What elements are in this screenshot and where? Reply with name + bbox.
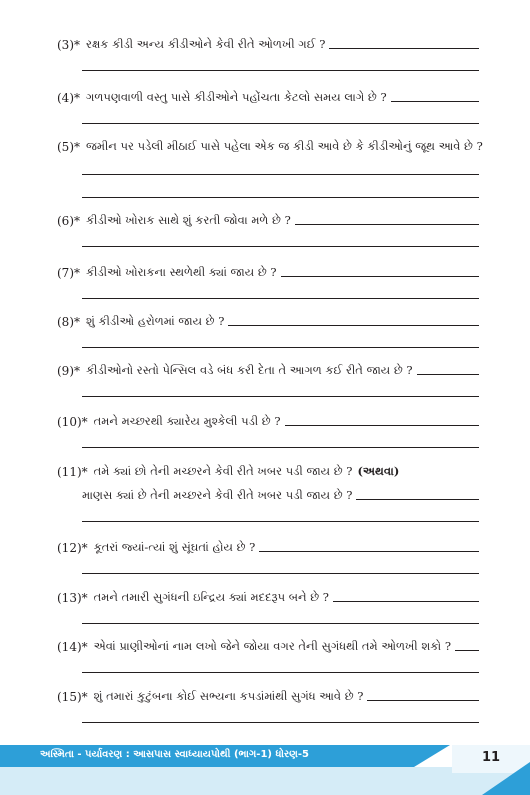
- question-number: (5)*: [57, 140, 80, 154]
- question-number: (6)*: [57, 214, 80, 228]
- question-number: (12)*: [57, 541, 88, 555]
- answer-line[interactable]: [82, 396, 479, 397]
- question-15: [57, 688, 479, 723]
- question-number: (13)*: [57, 591, 88, 605]
- question-text: રક્ષક કીડી અન્ય કીડીઓને કેવી રીતે ઓળખી ગઈ ?: [86, 37, 326, 51]
- answer-line[interactable]: [295, 224, 479, 225]
- question-11: [57, 463, 479, 522]
- question-number: (4)*: [57, 91, 80, 105]
- question-10: [57, 413, 479, 448]
- question-number: (11)*: [57, 465, 88, 479]
- question-number: (3)*: [57, 38, 80, 52]
- answer-line[interactable]: [82, 70, 479, 71]
- answer-line[interactable]: [285, 425, 479, 426]
- question-text: કૂતરાં જ્યાં-ત્યાં શું સૂંઘતાં હોય છે ?: [93, 540, 256, 554]
- answer-line[interactable]: [333, 601, 479, 602]
- answer-line[interactable]: [82, 672, 479, 673]
- question-number: (7)*: [57, 266, 80, 280]
- footer-background: [0, 767, 530, 795]
- answer-line[interactable]: [82, 573, 479, 574]
- question-text: કીડીઓ ખોરાકના સ્થળેથી ક્યાં જાય છે ?: [86, 265, 277, 279]
- answer-line[interactable]: [356, 499, 479, 500]
- page-number: 11: [452, 745, 530, 773]
- question-text: એવાં પ્રાણીઓનાં નામ લખો જેને જોયા વગર તેની સુગંધથી તમે ઓળખી શકો ?: [93, 639, 452, 653]
- answer-line[interactable]: [281, 276, 479, 277]
- answer-line[interactable]: [82, 447, 479, 448]
- answer-line[interactable]: [82, 123, 479, 124]
- question-number: (10)*: [57, 415, 88, 429]
- question-text: તમને તમારી સુગંધની ઇન્દ્રિય ક્યાં મદદરૂપ બને છે ?: [93, 590, 329, 604]
- answer-line[interactable]: [82, 174, 479, 175]
- answer-line[interactable]: [391, 101, 479, 102]
- answer-line[interactable]: [455, 650, 479, 651]
- question-text: તમે ક્યાં છો તેની મચ્છરને કેવી રીતે ખબર પડી જાય છે ?: [93, 464, 353, 478]
- answer-line[interactable]: [82, 246, 479, 247]
- question-7: [57, 264, 479, 299]
- answer-line[interactable]: [82, 347, 479, 348]
- or-label: (અથવા): [357, 464, 400, 478]
- question-13: [57, 589, 479, 624]
- question-number: (14)*: [57, 640, 88, 654]
- answer-line[interactable]: [329, 48, 479, 49]
- question-text: શું તમારાં કુટુંબના કોઈ સભ્યના કપડાંમાંથી સુગંધ આવે છે ?: [93, 689, 364, 703]
- question-text: ગળપણવાળી વસ્તુ પાસે કીડીઓને પહોંચતા કેટલો સમય લાગે છે ?: [86, 90, 387, 104]
- answer-line[interactable]: [259, 551, 479, 552]
- answer-line[interactable]: [417, 374, 479, 375]
- answer-line[interactable]: [82, 298, 479, 299]
- answer-line[interactable]: [228, 325, 479, 326]
- footer-title: અસ્મિતા - પર્યાવરણ : આસપાસ સ્વાધ્યાયપોથી (ભાગ-1) ધોરણ-5: [40, 749, 309, 760]
- question-4: [57, 89, 479, 124]
- question-12: [57, 539, 479, 574]
- question-8: [57, 313, 479, 348]
- answer-line[interactable]: [82, 197, 479, 198]
- answer-line[interactable]: [82, 722, 479, 723]
- question-number: (15)*: [57, 690, 88, 704]
- answer-line[interactable]: [82, 521, 479, 522]
- question-text: કીડીઓ ખોરાક સાથે શું કરતી જોવા મળે છે ?: [86, 213, 291, 227]
- question-3: [57, 36, 479, 71]
- answer-line[interactable]: [82, 623, 479, 624]
- question-6: [57, 212, 479, 247]
- question-text: શું કીડીઓ હરોળમાં જાય છે ?: [86, 314, 225, 328]
- question-text: જમીન પર પડેલી મીઠાઈ પાસે પહેલા એક જ કીડી આવે છે કે કીડીઓનું જૂથ આવે છે ?: [86, 139, 483, 153]
- question-5: [57, 138, 483, 198]
- question-number: (9)*: [57, 364, 80, 378]
- question-text: તમને મચ્છરથી ક્યારેય મુશ્કેલી પડી છે ?: [93, 414, 281, 428]
- question-9: [57, 362, 479, 397]
- question-text: કીડીઓનો રસ્તો પેન્સિલ વડે બંધ કરી દેતા તે આગળ કઈ રીતે જાય છે ?: [86, 363, 413, 377]
- answer-line[interactable]: [367, 700, 479, 701]
- question-number: (8)*: [57, 315, 80, 329]
- question-text-alt: માણસ ક્યાં છે તેની મચ્છરને કેવી રીતે ખબર પડી જાય છે ?: [82, 488, 353, 502]
- question-14: [57, 638, 479, 673]
